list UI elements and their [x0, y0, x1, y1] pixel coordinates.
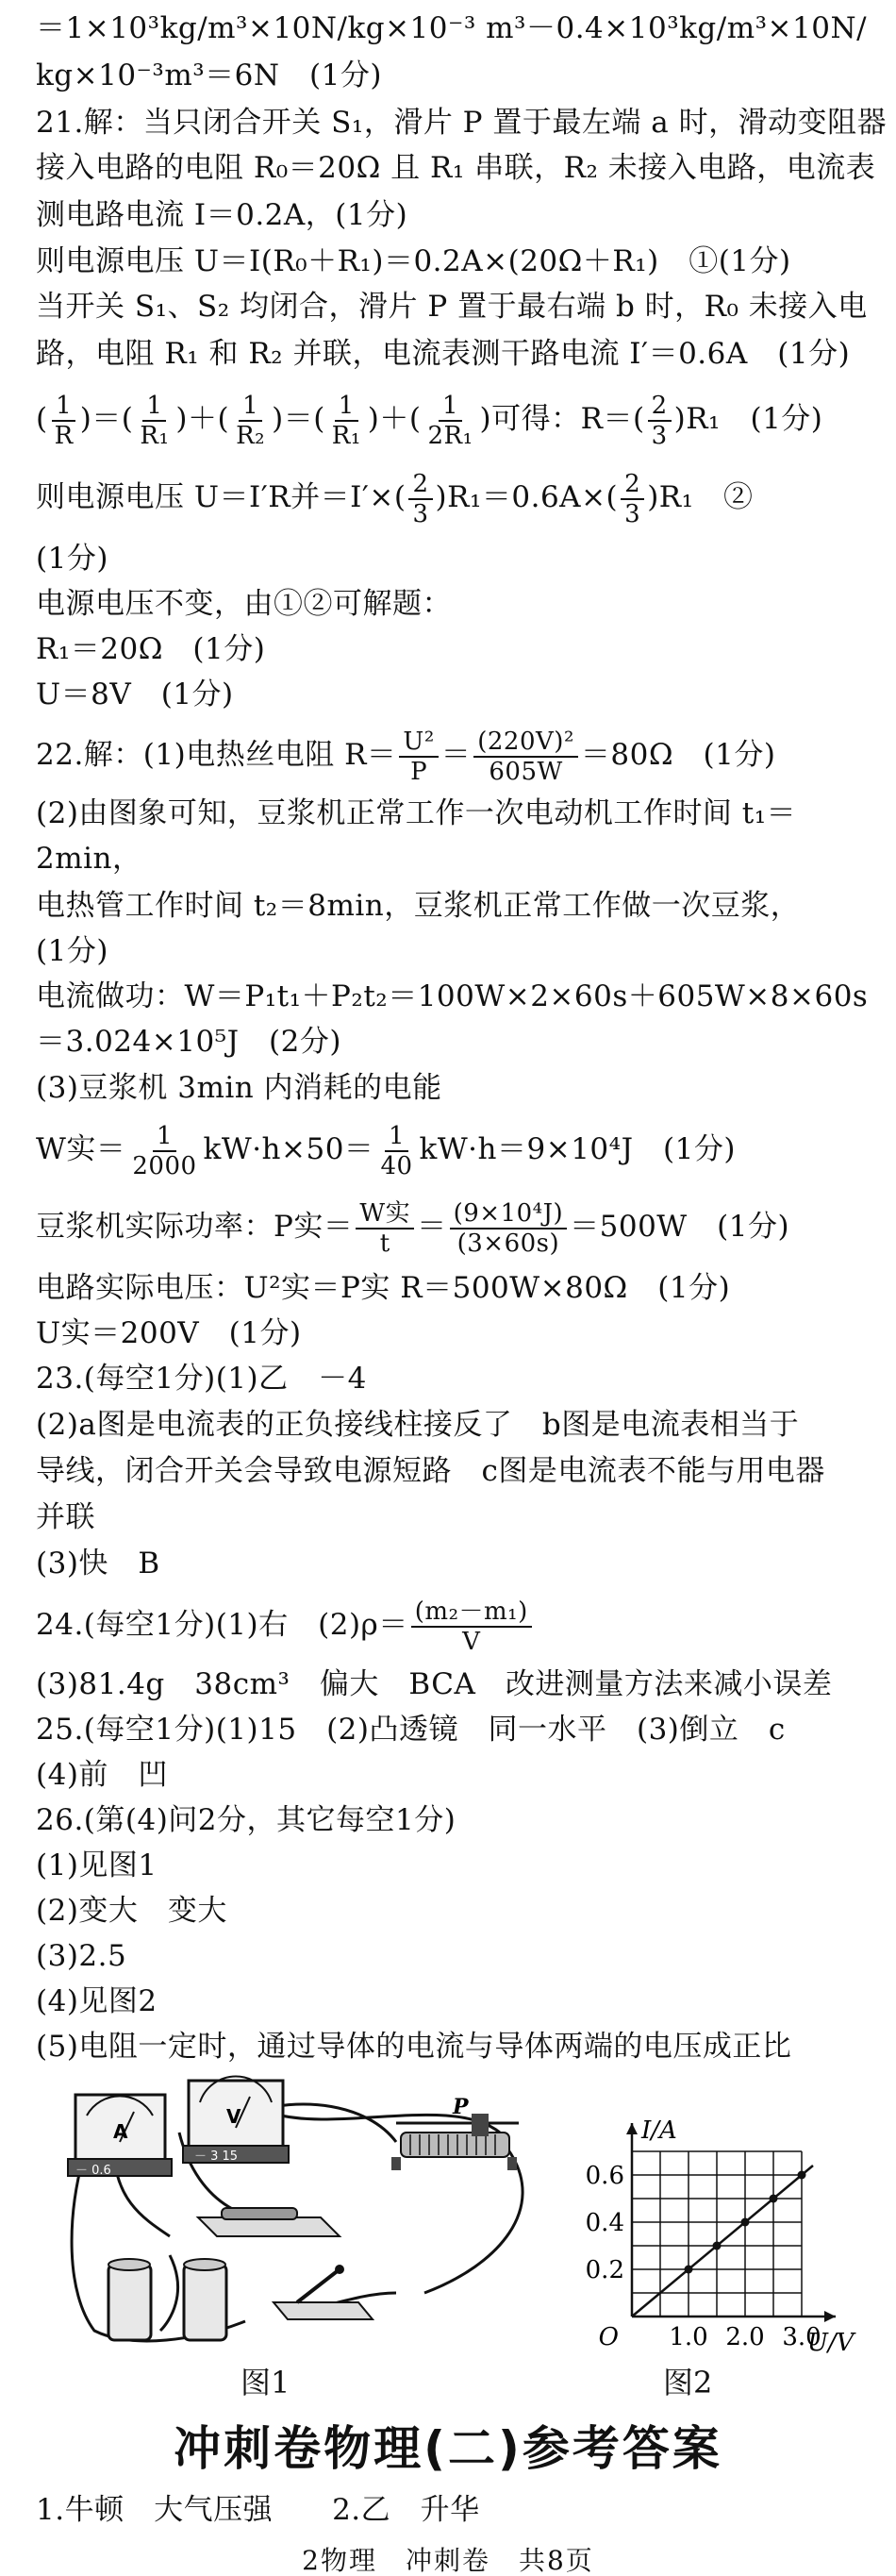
formula-line	[36, 389, 877, 450]
text-segment: ＝	[440, 738, 472, 772]
text-line: (1分)	[36, 934, 108, 968]
text-line: 测电路电流 I＝0.2A，(1分)	[36, 198, 408, 232]
text-line: (1)见图1	[36, 1848, 158, 1882]
figure1-circuit	[57, 2076, 566, 2350]
wire	[160, 2255, 178, 2331]
text-segment: )＋(	[367, 402, 422, 436]
fraction	[399, 728, 438, 786]
text-segment: (	[36, 402, 48, 436]
text-segment: )＝(	[272, 402, 325, 436]
text-segment: ＝80Ω (1分)	[580, 738, 776, 772]
resistor	[198, 2208, 340, 2236]
denominator: t	[379, 1229, 390, 1258]
text-line: 电热管工作时间 t₂＝8min，豆浆机正常工作做一次豆浆，	[36, 889, 801, 923]
text-line: 接入电路的电阻 R₀＝20Ω 且 R₁ 串联，R₂ 未接入电路，电流表	[36, 151, 876, 185]
text-segment: 豆浆机实际功率：P实＝	[36, 1210, 354, 1244]
fraction	[51, 392, 77, 450]
text-line: 路，电阻 R₁ 和 R₂ 并联，电流表测干路电流 I′＝0.6A (1分)	[36, 337, 851, 371]
battery	[184, 2259, 226, 2340]
numerator: 1	[142, 392, 166, 422]
text-segment: kW·h＝9×10⁴J (1分)	[419, 1132, 736, 1166]
numerator: 2	[408, 470, 432, 500]
x-axis-arrow	[824, 2311, 836, 2322]
numerator: (m₂－m₁)	[411, 1597, 532, 1628]
denominator: (3×60s)	[456, 1229, 560, 1258]
denominator: 40	[380, 1151, 413, 1180]
numerator: U²	[399, 728, 438, 758]
text-segment: ＝500W (1分)	[570, 1210, 790, 1244]
text-line: 电源电压不变，由①②可解题：	[36, 587, 452, 621]
numerator: (9×10⁴J)	[450, 1199, 568, 1229]
data-point	[770, 2195, 778, 2203]
fraction	[450, 1199, 568, 1258]
numerator: W实	[356, 1199, 414, 1229]
text-line: U实＝200V (1分)	[36, 1316, 302, 1350]
text-line: (2)a图是电流表的正负接线柱接反了 b图是电流表相当于	[36, 1408, 800, 1442]
denominator: R₁	[331, 421, 361, 450]
slider-label: P	[453, 2095, 469, 2119]
text-line: (3)81.4g 38cm³ 偏大 BCA 改进测量方法来减小误差	[36, 1667, 833, 1701]
text-segment: ＝	[417, 1210, 447, 1244]
text-line: 1.牛顿 大气压强 2.乙 升华	[36, 2493, 480, 2527]
numerator: 2	[648, 392, 672, 422]
formula-line	[36, 725, 877, 786]
text-line: 电路实际电压：U²实＝P实 R＝500W×80Ω (1分)	[36, 1271, 731, 1305]
x-axis-label: U/V	[807, 2329, 855, 2357]
text-line: U＝8V (1分)	[36, 677, 234, 711]
text-line: 21.解：当只闭合开关 S₁，滑片 P 置于最左端 a 时，滑动变阻器	[36, 106, 888, 140]
page-footer: 2物理 冲刺卷 共8页	[302, 2545, 594, 2576]
figure2-graph	[566, 2062, 855, 2364]
text-line: kg×10⁻³m³＝6N (1分)	[36, 59, 382, 92]
text-segment: 则电源电压 U＝I′R并＝I′×(	[36, 480, 407, 514]
ammeter-label: A	[113, 2120, 128, 2143]
figure1-caption: 图1	[241, 2365, 290, 2400]
text-line: (3)豆浆机 3min 内消耗的电能	[36, 1071, 442, 1105]
denominator: R₁	[140, 421, 170, 450]
fraction	[621, 470, 644, 528]
data-point	[798, 2171, 806, 2180]
denominator: 3	[412, 499, 429, 528]
y-tick-label: 0.6	[585, 2162, 624, 2190]
text-segment: )＝(	[79, 402, 134, 436]
text-line: 并联	[36, 1500, 95, 1534]
fraction	[128, 1122, 200, 1180]
voltmeter-label: V	[226, 2105, 241, 2128]
denominator: 3	[651, 421, 668, 450]
y-tick-label: 0.4	[585, 2209, 624, 2237]
formula-line	[36, 1119, 877, 1180]
numerator: 1	[385, 1122, 408, 1152]
text-line: 23.(每空1分)(1)乙 －4	[36, 1362, 367, 1396]
text-line: (5)电阻一定时，通过导体的电流与导体两端的电压成正比	[36, 2030, 792, 2064]
figure2-caption: 图2	[663, 2365, 713, 2400]
y-tick-label: 0.2	[585, 2256, 624, 2284]
fraction	[328, 392, 365, 450]
text-segment: 22.解：(1)电热丝电阻 R＝	[36, 738, 397, 772]
denominator: P	[410, 757, 428, 786]
text-line: 2min，	[36, 842, 142, 876]
x-tick-label: 3.0	[782, 2323, 821, 2351]
ammeter-terminals: － 0.6	[75, 2164, 111, 2178]
denominator: R₂	[236, 421, 266, 450]
text-line: (4)见图2	[36, 1984, 158, 2018]
fraction	[232, 392, 269, 450]
series-line	[632, 2166, 813, 2317]
text-line: 当开关 S₁、S₂ 均闭合，滑片 P 置于最右端 b 时，R₀ 未接入电	[36, 290, 868, 324]
voltmeter-terminals: － 3 15	[194, 2149, 239, 2164]
numerator: 1	[335, 392, 358, 422]
denominator: 605W	[489, 757, 563, 786]
text-segment: )R₁ (1分)	[673, 402, 823, 436]
text-segment: 24.(每空1分)(1)右 (2)ρ＝	[36, 1608, 408, 1642]
text-line: (3)2.5	[36, 1939, 127, 1973]
x-tick-label: 2.0	[725, 2323, 765, 2351]
text-segment: W实＝	[36, 1132, 126, 1166]
fraction	[376, 1122, 416, 1180]
text-line: (2)由图象可知，豆浆机正常工作一次电动机工作时间 t₁＝	[36, 796, 797, 830]
formula-line	[36, 1196, 877, 1258]
y-axis-arrow	[626, 2123, 638, 2134]
text-line: 导线，闭合开关会导致电源短路 c图是电流表不能与用电器	[36, 1454, 825, 1488]
numerator: 1	[239, 392, 262, 422]
fraction	[356, 1199, 414, 1258]
y-axis-label: I/A	[641, 2116, 677, 2145]
text-segment: )可得：R＝(	[479, 402, 645, 436]
numerator: (220V)²	[473, 728, 578, 758]
text-line: 25.(每空1分)(1)15 (2)凸透镜 同一水平 (3)倒立 c	[36, 1713, 786, 1747]
denominator: 2R₁	[427, 421, 473, 450]
numerator: 1	[153, 1122, 176, 1152]
text-segment: )R₁ ②	[647, 480, 754, 514]
data-point	[713, 2242, 722, 2250]
denominator: R	[54, 421, 74, 450]
data-point	[685, 2266, 693, 2274]
text-line: 26.(第(4)问2分，其它每空1分)	[36, 1803, 456, 1837]
text-line: R₁＝20Ω (1分)	[36, 632, 266, 666]
fraction	[424, 392, 477, 450]
text-line: (3)快 B	[36, 1547, 160, 1581]
text-line: (4)前 凹	[36, 1758, 168, 1792]
text-line: 电流做功：W＝P₁t₁＋P₂t₂＝100W×2×60s＋605W×8×60s	[36, 979, 869, 1013]
denominator: V	[462, 1627, 481, 1656]
section-title: 冲刺卷物理(二)参考答案	[174, 2421, 722, 2476]
data-point	[741, 2218, 750, 2227]
switch	[274, 2265, 373, 2319]
fraction	[136, 392, 173, 450]
text-segment: kW·h×50＝	[203, 1132, 374, 1166]
fraction	[473, 728, 578, 786]
text-line: (1分)	[36, 542, 108, 576]
text-line: 则电源电压 U＝I(R₀＋R₁)＝0.2A×(20Ω＋R₁) ①(1分)	[36, 244, 791, 278]
numerator: 1	[439, 392, 462, 422]
denominator: 3	[624, 499, 641, 528]
fraction	[408, 470, 432, 528]
numerator: 2	[621, 470, 644, 500]
text-line: ＝3.024×10⁵J (2分)	[36, 1025, 341, 1059]
fraction	[648, 392, 672, 450]
formula-line	[36, 467, 877, 528]
text-segment: )＋(	[175, 402, 230, 436]
numerator: 1	[52, 392, 75, 422]
wire	[424, 2151, 523, 2293]
rheostat	[391, 2114, 519, 2170]
denominator: 2000	[132, 1151, 197, 1180]
text-line: ＝1×10³kg/m³×10N/kg×10⁻³ m³－0.4×10³kg/m³×10N/	[36, 11, 868, 45]
fraction	[411, 1597, 532, 1656]
text-segment: )R₁＝0.6A×(	[435, 480, 619, 514]
formula-line	[36, 1595, 877, 1656]
text-line: (2)变大 变大	[36, 1894, 227, 1928]
x-tick-label: 1.0	[669, 2323, 708, 2351]
battery	[108, 2259, 151, 2340]
origin-label: O	[598, 2323, 619, 2351]
